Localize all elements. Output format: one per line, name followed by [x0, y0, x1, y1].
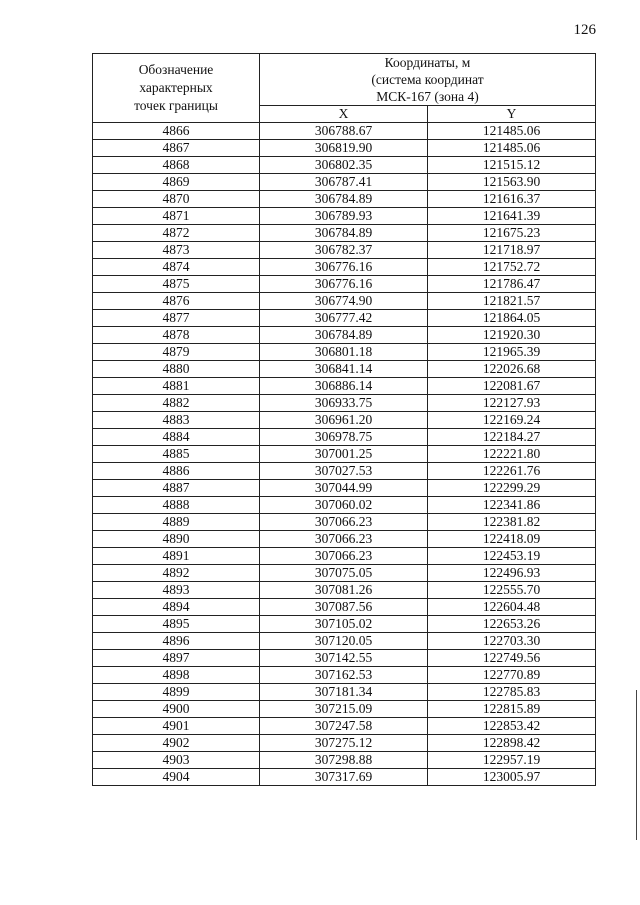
table-row: [93, 667, 596, 684]
cell-y: 122381.82: [428, 514, 596, 531]
cell-y: 122653.26: [428, 616, 596, 633]
cell-y: 122604.48: [428, 599, 596, 616]
cell-y: 122898.42: [428, 735, 596, 752]
cell-x: 306961.20: [260, 412, 428, 429]
table-row: [93, 463, 596, 480]
cell-point: 4892: [93, 565, 260, 582]
cell-x: 306801.18: [260, 344, 428, 361]
header-point-line-3: точек границы: [134, 98, 218, 113]
cell-point: 4904: [93, 769, 260, 786]
cell-point: 4888: [93, 497, 260, 514]
cell-x: 306784.89: [260, 327, 428, 344]
table-row: [93, 344, 596, 361]
table-row: [93, 395, 596, 412]
cell-y: 122555.70: [428, 582, 596, 599]
table-row: [93, 565, 596, 582]
table-row: [93, 582, 596, 599]
cell-point: 4869: [93, 174, 260, 191]
cell-y: 121965.39: [428, 344, 596, 361]
cell-x: 306789.93: [260, 208, 428, 225]
table-row: [93, 429, 596, 446]
cell-point: 4885: [93, 446, 260, 463]
cell-x: 307120.05: [260, 633, 428, 650]
cell-point: 4866: [93, 123, 260, 140]
cell-x: 307298.88: [260, 752, 428, 769]
cell-x: 307044.99: [260, 480, 428, 497]
cell-point: 4884: [93, 429, 260, 446]
cell-x: 306788.67: [260, 123, 428, 140]
table-row: [93, 242, 596, 259]
table-row: [93, 480, 596, 497]
cell-x: 307066.23: [260, 548, 428, 565]
cell-point: 4880: [93, 361, 260, 378]
header-point-designation: [93, 54, 260, 123]
cell-y: 121920.30: [428, 327, 596, 344]
cell-x: 306784.89: [260, 225, 428, 242]
cell-y: 121752.72: [428, 259, 596, 276]
cell-x: 307060.02: [260, 497, 428, 514]
table-row: [93, 735, 596, 752]
table-row: [93, 310, 596, 327]
cell-y: 122127.93: [428, 395, 596, 412]
cell-x: 307087.56: [260, 599, 428, 616]
cell-x: 307215.09: [260, 701, 428, 718]
cell-x: 307181.34: [260, 684, 428, 701]
table-row: [93, 752, 596, 769]
cell-x: 307317.69: [260, 769, 428, 786]
cell-point: 4881: [93, 378, 260, 395]
table-row: [93, 123, 596, 140]
cell-point: 4871: [93, 208, 260, 225]
cell-point: 4872: [93, 225, 260, 242]
cell-y: 122785.83: [428, 684, 596, 701]
table-row: [93, 378, 596, 395]
cell-point: 4899: [93, 684, 260, 701]
header-point-line-2: характерных: [139, 80, 213, 95]
cell-point: 4889: [93, 514, 260, 531]
cell-y: 122957.19: [428, 752, 596, 769]
cell-x: 306774.90: [260, 293, 428, 310]
cell-y: 121675.23: [428, 225, 596, 242]
cell-x: 306777.42: [260, 310, 428, 327]
cell-y: 121485.06: [428, 123, 596, 140]
coordinates-table: [92, 53, 596, 786]
table-row: [93, 599, 596, 616]
cell-y: 122261.76: [428, 463, 596, 480]
cell-x: 306787.41: [260, 174, 428, 191]
cell-point: 4894: [93, 599, 260, 616]
cell-y: 121616.37: [428, 191, 596, 208]
header-point-line-1: Обозначение: [138, 62, 214, 77]
cell-x: 306933.75: [260, 395, 428, 412]
table-row: [93, 616, 596, 633]
cell-x: 307001.25: [260, 446, 428, 463]
table-row: [93, 514, 596, 531]
cell-y: 122184.27: [428, 429, 596, 446]
cell-point: 4900: [93, 701, 260, 718]
cell-point: 4868: [93, 157, 260, 174]
cell-y: 122703.30: [428, 633, 596, 650]
cell-point: 4867: [93, 140, 260, 157]
cell-x: 307142.55: [260, 650, 428, 667]
cell-x: 307066.23: [260, 531, 428, 548]
header-coords-line-3: МСК-167 (зона 4): [376, 89, 479, 104]
cell-y: 122299.29: [428, 480, 596, 497]
cell-y: 122749.56: [428, 650, 596, 667]
cell-point: 4896: [93, 633, 260, 650]
cell-x: 307162.53: [260, 667, 428, 684]
cell-point: 4901: [93, 718, 260, 735]
cell-y: 123005.97: [428, 769, 596, 786]
cell-point: 4882: [93, 395, 260, 412]
cell-y: 121515.12: [428, 157, 596, 174]
table-row: [93, 497, 596, 514]
cell-point: 4895: [93, 616, 260, 633]
cell-y: 122770.89: [428, 667, 596, 684]
table-row: [93, 191, 596, 208]
cell-x: 306776.16: [260, 276, 428, 293]
header-coords-line-1: Координаты, м: [384, 55, 471, 70]
cell-y: 121864.05: [428, 310, 596, 327]
cell-y: 122169.24: [428, 412, 596, 429]
cell-y: 121718.97: [428, 242, 596, 259]
cell-y: 121821.57: [428, 293, 596, 310]
table-row: [93, 208, 596, 225]
table-row: [93, 548, 596, 565]
cell-point: 4873: [93, 242, 260, 259]
cell-point: 4879: [93, 344, 260, 361]
cell-point: 4898: [93, 667, 260, 684]
table-row: [93, 650, 596, 667]
cell-y: 122341.86: [428, 497, 596, 514]
cell-point: 4876: [93, 293, 260, 310]
cell-point: 4893: [93, 582, 260, 599]
cell-x: 307247.58: [260, 718, 428, 735]
table-row: [93, 259, 596, 276]
table-row: [93, 225, 596, 242]
cell-point: 4902: [93, 735, 260, 752]
table-row: [93, 293, 596, 310]
table-row: [93, 140, 596, 157]
table-row: [93, 633, 596, 650]
page-number: 126: [573, 22, 596, 38]
table-row: [93, 531, 596, 548]
cell-y: 122853.42: [428, 718, 596, 735]
scan-margin-mark: [636, 690, 637, 840]
table-row: [93, 327, 596, 344]
cell-y: 121485.06: [428, 140, 596, 157]
table-row: [93, 276, 596, 293]
table-row: [93, 701, 596, 718]
cell-point: 4874: [93, 259, 260, 276]
cell-x: 306784.89: [260, 191, 428, 208]
table-header: [93, 54, 596, 123]
cell-y: 122418.09: [428, 531, 596, 548]
cell-point: 4870: [93, 191, 260, 208]
cell-x: 307081.26: [260, 582, 428, 599]
header-coords-line-2: (система координат: [371, 72, 484, 87]
cell-y: 122453.19: [428, 548, 596, 565]
table-body: [93, 123, 596, 786]
cell-y: 121641.39: [428, 208, 596, 225]
cell-point: 4886: [93, 463, 260, 480]
header-coordinates: [260, 54, 596, 106]
cell-x: 307027.53: [260, 463, 428, 480]
cell-x: 306802.35: [260, 157, 428, 174]
cell-y: 122026.68: [428, 361, 596, 378]
table-row: [93, 718, 596, 735]
cell-point: 4897: [93, 650, 260, 667]
cell-point: 4875: [93, 276, 260, 293]
table-row: [93, 157, 596, 174]
cell-point: 4883: [93, 412, 260, 429]
cell-y: 121563.90: [428, 174, 596, 191]
cell-x: 306886.14: [260, 378, 428, 395]
cell-point: 4887: [93, 480, 260, 497]
table-row: [93, 446, 596, 463]
cell-point: 4878: [93, 327, 260, 344]
header-y: Y: [428, 106, 596, 123]
cell-x: 307075.05: [260, 565, 428, 582]
cell-y: 122496.93: [428, 565, 596, 582]
cell-x: 306819.90: [260, 140, 428, 157]
table-row: [93, 174, 596, 191]
cell-point: 4903: [93, 752, 260, 769]
header-x: X: [260, 106, 428, 123]
cell-y: 122081.67: [428, 378, 596, 395]
cell-x: 306841.14: [260, 361, 428, 378]
cell-x: 306978.75: [260, 429, 428, 446]
cell-point: 4891: [93, 548, 260, 565]
cell-y: 121786.47: [428, 276, 596, 293]
cell-y: 122815.89: [428, 701, 596, 718]
table-row: [93, 412, 596, 429]
cell-x: 306782.37: [260, 242, 428, 259]
table-row: [93, 361, 596, 378]
table-row: [93, 684, 596, 701]
cell-y: 122221.80: [428, 446, 596, 463]
cell-point: 4890: [93, 531, 260, 548]
table-row: [93, 769, 596, 786]
cell-x: 307275.12: [260, 735, 428, 752]
cell-x: 307105.02: [260, 616, 428, 633]
cell-x: 306776.16: [260, 259, 428, 276]
cell-point: 4877: [93, 310, 260, 327]
cell-x: 307066.23: [260, 514, 428, 531]
